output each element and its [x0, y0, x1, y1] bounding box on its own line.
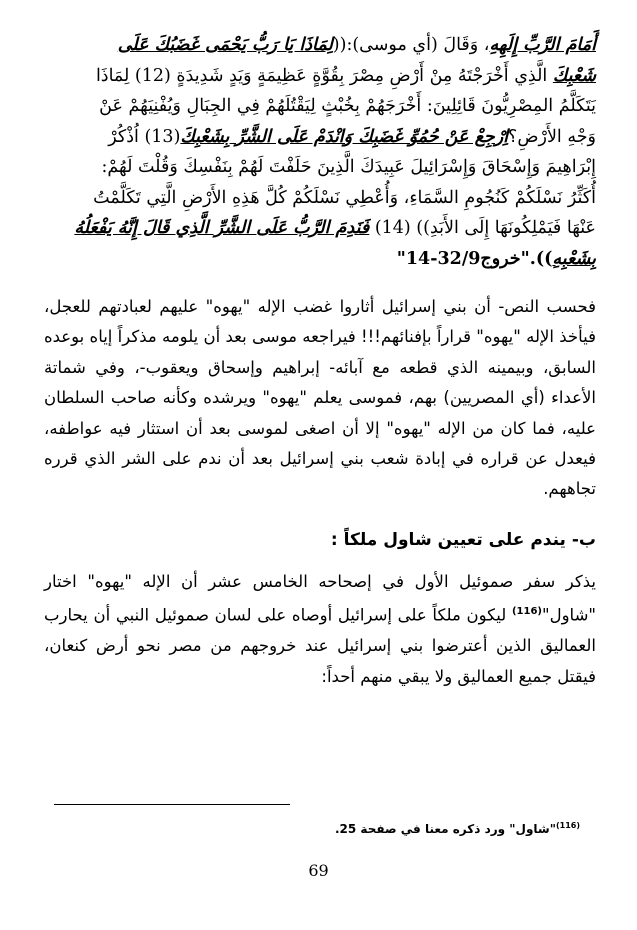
quote-line-8	[44, 244, 596, 275]
page-number: 69	[308, 861, 329, 880]
footnote-divider	[54, 804, 290, 805]
paragraph-text: يذكر سفر صموئيل الأول في إصحاحه الخامس عشر أن الإله "يهوه" اختار "شاول"	[44, 571, 596, 625]
quote-text: الَّذِي أَخْرَجْتَهُ مِنْ أَرْضِ مِصْرَ بِقُوَّةٍ عَظِيمَةٍ وَيَدٍ شَدِيدَةٍ (12) لِمَاذَا	[95, 65, 553, 86]
quote-line-6	[44, 183, 596, 214]
paragraph-commentary: فحسب النص- أن بني إسرائيل أثاروا غضب الإله "يهوه" عليهم لعبادتهم للعجل، فيأخذ الإله "يهوه" قراراً بإفنائهم!!! فيراجعه موسى بعد أن يلومه مذكراً إياه بوعده السابق، وبيمينه الذي قطعه مع آبائه- إبراهيم وإسحاق ويعقوب-، وفي شماتة الأعداء (أي المصريين) بهم، فموسى يعلم "يهوه" ويرشده وكأنه صاحب السلطان عليه، فما كان من الإله "يهوه" إلا أن اصغى لموسى بعد أن استثار فيه عواطفه، فيعدل عن قراره في إبادة شعب بني إسرائيل بعد أن ندم على الشر الذي قرره تجاههم.	[44, 297, 596, 499]
quote-text: عَنْهَا فَيَمْلِكُونَهَا إِلَى الأَبَدِ)) (14)	[374, 218, 596, 238]
quote-citation: ."خروج32/9-14"	[396, 248, 536, 269]
section-heading: ب- يندم على تعيين شاول ملكاً :	[330, 529, 596, 550]
footnote-text: "شاول" ورد ذكره معنا في صفحة 25.	[334, 822, 556, 836]
quote-text: يَتَكَلَّمُ المِصْرِيُّونَ قَائِلِينَ: أَخْرَجَهُمْ بِخُبْثٍ لِيَقْتُلَهُمْ فِي الجِبَالِ وَيُفْنِيَهُمْ عَنْ	[99, 96, 596, 116]
quote-line-3	[44, 91, 596, 122]
quote-line-2	[44, 61, 596, 92]
quote-emphasis: أَمَامَ الرَّبِّ إِلَهِهِ	[489, 35, 596, 55]
quote-close: ))	[535, 248, 553, 269]
quote-line-7	[44, 213, 596, 244]
scripture-quote	[44, 30, 596, 274]
footnote-number: (116)	[555, 821, 580, 830]
quote-text: وَجْهِ الأَرْضِ؟	[508, 126, 596, 147]
footnote-reference: (116)	[511, 606, 542, 618]
quote-line-4	[44, 122, 596, 153]
quote-emphasis: بِشَعْبِهِ	[552, 248, 596, 269]
quote-text: (13) اُذْكُرْ	[108, 126, 181, 147]
page-content	[44, 30, 596, 708]
quote-text: أُكَثِّرُ نَسْلَكُمْ كَنُجُومِ السَّمَاءِ، وَأُعْطِي نَسْلَكُمْ كُلَّ هَذِهِ الأَرْضِ الَّتِي تَكَلَّمْتُ	[93, 187, 596, 208]
quote-line-5	[44, 152, 596, 183]
quote-emphasis: فَنَدِمَ الرَّبُّ عَلَى الشَّرِّ الَّذِي قَالَ إِنَّهُ يَفْعَلُهُ	[74, 218, 370, 238]
quote-text: إِبْرَاهِيمَ وَإِسْحَاقَ وَإِسْرَائِيلَ عَبِيدَكَ الَّذِينَ حَلَفْتَ لَهُمْ بِنَفْسِكَ وَقُلْتَ لَهُمْ:	[101, 157, 596, 177]
paragraph-saul	[44, 567, 596, 692]
quote-line-1	[44, 30, 596, 61]
quote-emphasis: شَعْبِكَ	[552, 65, 596, 86]
footnote	[335, 821, 580, 836]
paragraph-text: ليكون ملكاً على إسرائيل أوصاه على لسان صموئيل النبي أن يحارب العماليق الذين أعترضوا بني إسرائيل عند خروجهم من مصر نحو أرض كنعان، فيقتل جميع العماليق ولا يبقي منهم أحداً:	[44, 605, 596, 686]
quote-text: ، وَقَالَ (أي موسى):((	[332, 35, 490, 55]
quote-emphasis: لِمَاذَا يَا رَبُّ يَحْمَى غَضَبُكَ عَلَى	[117, 35, 333, 55]
quote-emphasis: اِرْجِعْ عَنْ حُمُوِّ غَضَبِكَ وَانْدَمْ عَلَى الشَّرِّ بِشَعْبِكَ	[180, 126, 509, 147]
